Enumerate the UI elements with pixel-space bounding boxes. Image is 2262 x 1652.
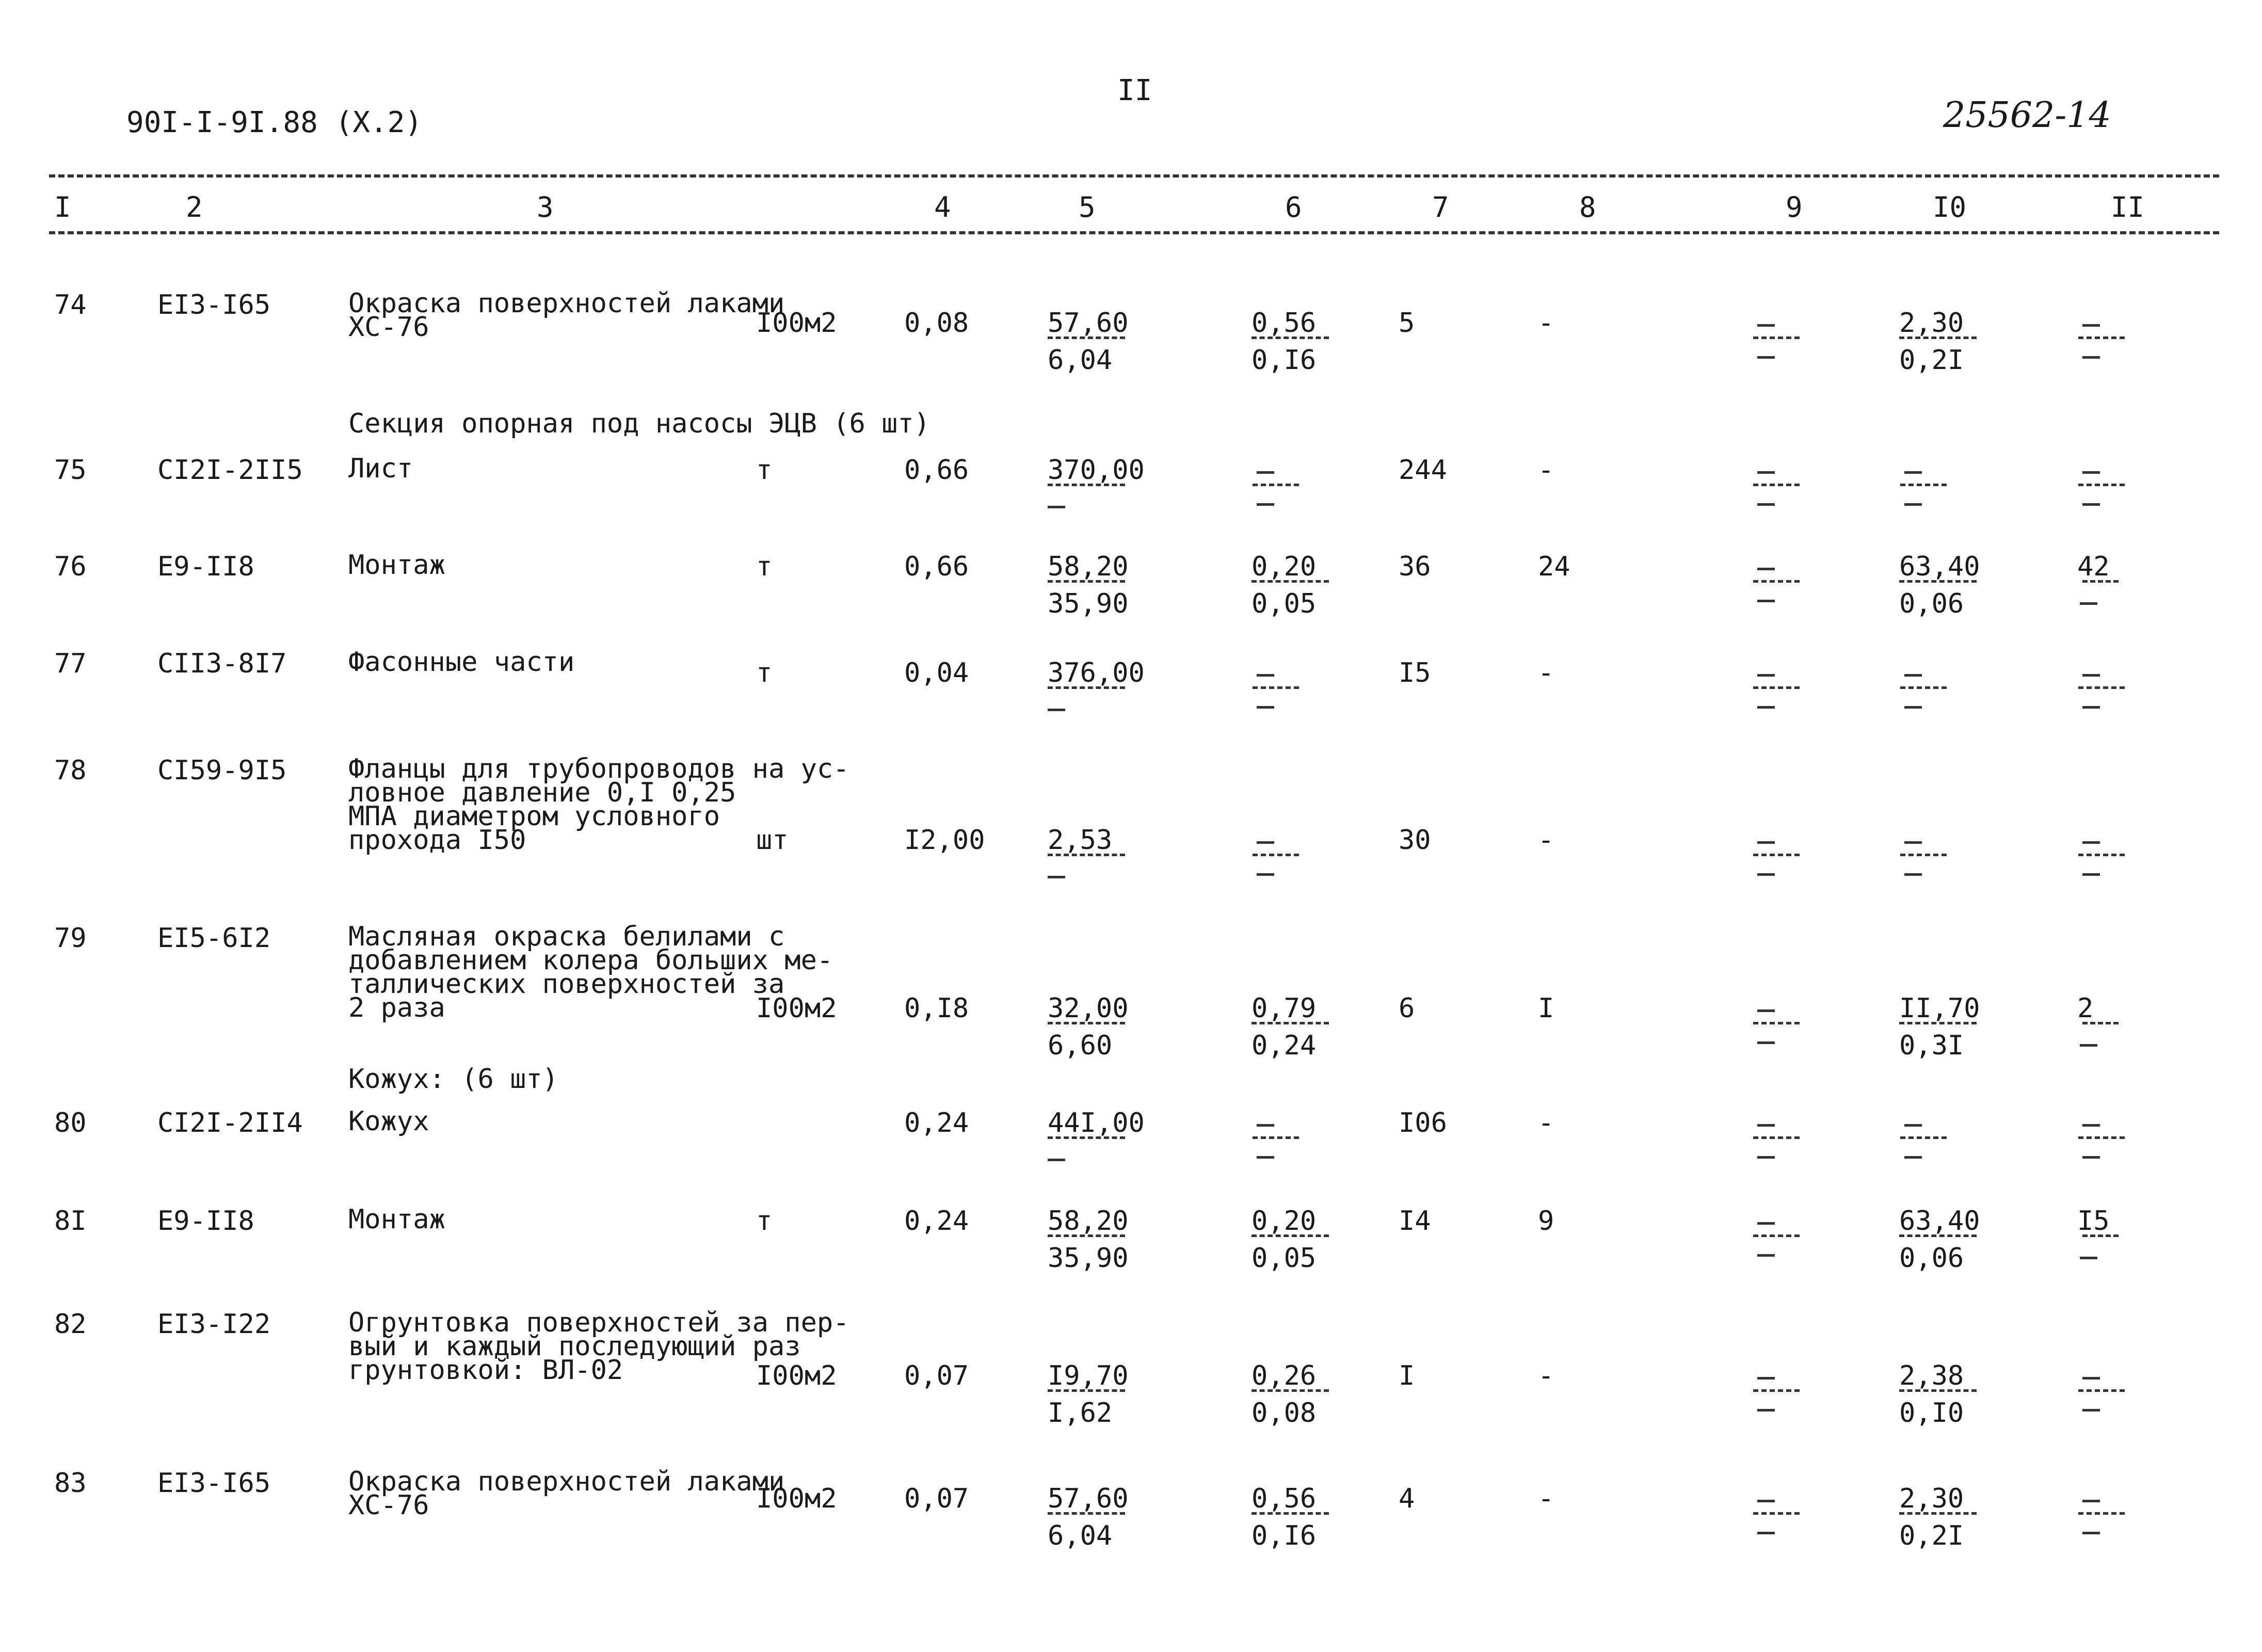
row-83-col5-numerator: 57,60	[1048, 1483, 1129, 1514]
row-8I-description: Монтаж	[348, 1204, 445, 1235]
row-75-unit: т	[756, 455, 773, 486]
row-74-col9-rule	[1753, 336, 1800, 339]
row-82-col9-dash-top	[1757, 1377, 1775, 1380]
row-83-col6-denominator: 0,I6	[1252, 1520, 1317, 1551]
column-header-11: II	[2111, 191, 2145, 223]
row-79-description: Масляная окраска белилами с добавлением колера больших ме- таллических поверхностей за 2 раза	[348, 921, 833, 1023]
row-77-col10-dash-top	[1904, 674, 1922, 677]
row-8I-col6-rule	[1252, 1234, 1329, 1237]
row-74-col6-numerator: 0,56	[1252, 308, 1317, 339]
row-76-description: Монтаж	[348, 550, 445, 581]
row-83-number: 83	[54, 1468, 87, 1499]
row-79-col6-denominator: 0,24	[1252, 1030, 1317, 1061]
row-77-col6-rule	[1253, 686, 1299, 689]
row-8I-col10-rule	[1899, 1234, 1977, 1237]
row-78-number: 78	[54, 755, 87, 786]
row-80-description: Кожух	[348, 1106, 429, 1137]
row-78-col6-rule	[1253, 854, 1299, 856]
row-74-col9-dash-top	[1757, 324, 1775, 327]
column-header-4: 4	[934, 191, 951, 223]
row-82-col6-rule	[1252, 1389, 1329, 1392]
section-caption: Кожух: (6 шт)	[348, 1064, 558, 1095]
section-caption: Секция опорная под насосы ЭЦВ (6 шт)	[348, 408, 931, 439]
row-78-col10-dash-bottom	[1904, 873, 1922, 876]
row-82-col8: -	[1538, 1360, 1554, 1391]
row-75-col9-dash-top	[1757, 471, 1775, 474]
row-78-col8: -	[1538, 825, 1554, 856]
row-8I-col11-dash-bottom	[2080, 1257, 2097, 1259]
row-76-col9-dash-top	[1757, 568, 1775, 570]
row-82-col5-rule	[1048, 1389, 1125, 1392]
row-75-col6-dash-top	[1257, 471, 1274, 474]
row-79-col6-numerator: 0,79	[1252, 993, 1317, 1024]
row-78-description: Фланцы для трубопроводов на ус- ловное давление 0,I 0,25 МПА диаметром условного прохода I50	[348, 753, 849, 856]
row-82-col10-denominator: 0,I0	[1899, 1398, 1964, 1429]
row-78-col7: 30	[1399, 825, 1431, 856]
row-8I-col11: I5	[2077, 1206, 2110, 1237]
row-82-description: Огрунтовка поверхностей за пер- вый и каждый последующий раз грунтовкой: ВЛ-02	[348, 1307, 849, 1386]
row-77-col11-dash-top	[2082, 674, 2100, 677]
row-79-col5-rule	[1048, 1022, 1125, 1024]
row-75-col10-rule	[1900, 484, 1947, 486]
row-77-col9-dash-top	[1757, 674, 1775, 677]
row-82-number: 82	[54, 1309, 87, 1340]
row-76-col9-rule	[1753, 580, 1800, 583]
row-80-col11-dash-bottom	[2082, 1156, 2100, 1159]
row-80-col9-dash-bottom	[1757, 1156, 1775, 1159]
row-83-col9-rule	[1753, 1512, 1800, 1515]
row-75-col6-dash-bottom	[1257, 503, 1274, 506]
column-header-10: I0	[1933, 191, 1967, 223]
row-83-quantity: 0,07	[904, 1483, 969, 1514]
row-79-quantity: 0,I8	[904, 993, 969, 1024]
row-8I-col5-numerator: 58,20	[1048, 1206, 1129, 1237]
row-80-col7: I06	[1399, 1108, 1447, 1138]
row-83-code: EI3-I65	[157, 1468, 271, 1499]
row-80-col6-rule	[1253, 1136, 1299, 1139]
row-75-col8: -	[1538, 455, 1554, 486]
row-74-number: 74	[54, 290, 87, 320]
row-75-number: 75	[54, 455, 87, 486]
row-83-col6-rule	[1252, 1512, 1329, 1515]
row-76-unit: т	[756, 551, 773, 582]
row-83-col11-dash-top	[2082, 1500, 2100, 1502]
row-77-unit: т	[756, 657, 773, 688]
row-82-col6-denominator: 0,08	[1252, 1398, 1317, 1429]
row-75-col5-dash-bottom	[1048, 506, 1065, 508]
row-77-description: Фасонные части	[348, 647, 575, 678]
row-79-col10-rule	[1899, 1022, 1977, 1024]
row-76-quantity: 0,66	[904, 551, 969, 582]
column-header-9: 9	[1786, 191, 1803, 223]
column-header-3: 3	[537, 191, 554, 223]
row-8I-col5-rule	[1048, 1234, 1125, 1237]
row-8I-col10-numerator: 63,40	[1899, 1206, 1980, 1237]
row-77-code: CII3-8I7	[157, 648, 287, 679]
column-header-1: I	[54, 191, 71, 223]
row-79-col9-rule	[1753, 1022, 1800, 1024]
row-75-quantity: 0,66	[904, 455, 969, 486]
row-76-col6-rule	[1252, 580, 1329, 583]
row-77-quantity: 0,04	[904, 657, 969, 688]
row-82-unit: I00м2	[756, 1360, 837, 1391]
row-74-col11-dash-top	[2082, 324, 2100, 327]
row-79-number: 79	[54, 923, 87, 954]
row-82-col7: I	[1399, 1360, 1415, 1391]
row-74-col10-numerator: 2,30	[1899, 308, 1964, 339]
row-8I-col11-rule	[2082, 1234, 2119, 1237]
row-83-description: Окраска поверхностей лаками ХС-76	[348, 1466, 785, 1521]
row-80-col11-rule	[2078, 1136, 2125, 1139]
row-83-col11-rule	[2078, 1512, 2125, 1515]
row-74-col6-rule	[1252, 336, 1329, 339]
row-8I-number: 8I	[54, 1206, 87, 1237]
row-76-col9-dash-bottom	[1757, 600, 1775, 602]
row-83-col11-dash-bottom	[2082, 1532, 2100, 1534]
row-76-col7: 36	[1399, 551, 1431, 582]
row-75-col11-rule	[2078, 484, 2125, 486]
row-83-col9-dash-bottom	[1757, 1532, 1775, 1534]
header-top-rule	[49, 174, 2219, 178]
row-74-col10-rule	[1899, 336, 1977, 339]
row-79-unit: I00м2	[756, 993, 837, 1024]
row-80-col5-rule	[1048, 1136, 1125, 1139]
row-80-quantity: 0,24	[904, 1108, 969, 1138]
row-82-col5-numerator: I9,70	[1048, 1360, 1129, 1391]
row-82-col9-dash-bottom	[1757, 1409, 1775, 1412]
row-78-col10-rule	[1900, 854, 1947, 856]
row-83-unit: I00м2	[756, 1483, 837, 1514]
row-79-col5-denominator: 6,60	[1048, 1030, 1113, 1061]
row-79-col6-rule	[1252, 1022, 1329, 1024]
row-83-col10-numerator: 2,30	[1899, 1483, 1964, 1514]
row-77-col11-dash-bottom	[2082, 706, 2100, 709]
row-75-col10-dash-bottom	[1904, 503, 1922, 506]
row-78-col10-dash-top	[1904, 841, 1922, 844]
row-83-col8: -	[1538, 1483, 1554, 1514]
row-74-code: EI3-I65	[157, 290, 271, 320]
row-75-col9-dash-bottom	[1757, 503, 1775, 506]
row-83-col10-denominator: 0,2I	[1899, 1520, 1964, 1551]
row-80-col6-dash-top	[1257, 1124, 1274, 1127]
row-8I-quantity: 0,24	[904, 1206, 969, 1237]
row-77-col6-dash-top	[1257, 674, 1274, 677]
column-header-8: 8	[1579, 191, 1596, 223]
row-74-col5-denominator: 6,04	[1048, 345, 1113, 376]
row-74-col11-rule	[2078, 336, 2125, 339]
row-83-col6-numerator: 0,56	[1252, 1483, 1317, 1514]
row-78-col11-dash-top	[2082, 841, 2100, 844]
row-78-col9-dash-bottom	[1757, 873, 1775, 876]
row-78-col5-dash-bottom	[1048, 876, 1065, 878]
row-78-col5-numerator: 2,53	[1048, 825, 1113, 856]
header-bottom-rule	[49, 231, 2219, 234]
row-75-col10-dash-top	[1904, 471, 1922, 474]
row-77-col5-rule	[1048, 686, 1125, 689]
row-75-col6-rule	[1253, 484, 1299, 486]
row-76-col10-denominator: 0,06	[1899, 588, 1964, 619]
row-74-col8: -	[1538, 308, 1554, 339]
row-77-col9-dash-bottom	[1757, 706, 1775, 709]
row-83-col9-dash-top	[1757, 1500, 1775, 1502]
row-80-col10-dash-top	[1904, 1124, 1922, 1127]
row-79-col9-dash-bottom	[1757, 1041, 1775, 1044]
row-74-col11-dash-bottom	[2082, 356, 2100, 359]
document-code: 90I-I-9I.88 (X.2)	[126, 106, 423, 139]
row-74-quantity: 0,08	[904, 308, 969, 339]
sheet-id: 25562-14	[1943, 95, 2111, 136]
row-76-code: E9-II8	[157, 551, 254, 582]
row-80-col9-dash-top	[1757, 1124, 1775, 1127]
row-74-col10-denominator: 0,2I	[1899, 345, 1964, 376]
row-82-quantity: 0,07	[904, 1360, 969, 1391]
row-83-col5-denominator: 6,04	[1048, 1520, 1113, 1551]
row-77-col9-rule	[1753, 686, 1800, 689]
row-76-col5-denominator: 35,90	[1048, 588, 1129, 619]
row-75-description: Лист	[348, 453, 413, 484]
row-78-quantity: I2,00	[904, 825, 985, 856]
row-8I-col5-denominator: 35,90	[1048, 1243, 1129, 1274]
row-80-col10-rule	[1900, 1136, 1947, 1139]
row-80-code: CI2I-2II4	[157, 1108, 303, 1138]
row-76-number: 76	[54, 551, 87, 582]
row-8I-col6-denominator: 0,05	[1252, 1243, 1317, 1274]
row-76-col11-dash-bottom	[2080, 602, 2097, 605]
row-80-col11-dash-top	[2082, 1124, 2100, 1127]
row-76-col11: 42	[2077, 551, 2110, 582]
row-8I-col10-denominator: 0,06	[1899, 1243, 1964, 1274]
row-77-col11-rule	[2078, 686, 2125, 689]
row-82-col5-denominator: I,62	[1048, 1398, 1113, 1429]
row-82-col6-numerator: 0,26	[1252, 1360, 1317, 1391]
row-74-col7: 5	[1399, 308, 1415, 339]
row-8I-col7: I4	[1399, 1206, 1431, 1237]
row-78-col6-dash-top	[1257, 841, 1274, 844]
row-82-col11-dash-top	[2082, 1377, 2100, 1380]
row-80-col9-rule	[1753, 1136, 1800, 1139]
row-77-number: 77	[54, 648, 87, 679]
column-header-2: 2	[186, 191, 203, 223]
row-83-col10-rule	[1899, 1512, 1977, 1515]
row-78-code: CI59-9I5	[157, 755, 287, 786]
row-77-col10-dash-bottom	[1904, 706, 1922, 709]
row-82-col10-rule	[1899, 1389, 1977, 1392]
row-76-col5-rule	[1048, 580, 1125, 583]
row-8I-col8: 9	[1538, 1206, 1554, 1237]
row-74-col9-dash-bottom	[1757, 356, 1775, 359]
row-78-col9-dash-top	[1757, 841, 1775, 844]
column-header-7: 7	[1432, 191, 1449, 223]
row-8I-unit: т	[756, 1206, 773, 1237]
row-82-col11-dash-bottom	[2082, 1409, 2100, 1412]
row-78-unit: шт	[756, 825, 789, 856]
row-79-col5-numerator: 32,00	[1048, 993, 1129, 1024]
column-header-5: 5	[1079, 191, 1096, 223]
row-78-col11-dash-bottom	[2082, 873, 2100, 876]
row-79-col10-denominator: 0,3I	[1899, 1030, 1964, 1061]
row-77-col5-dash-bottom	[1048, 709, 1065, 711]
row-82-col10-numerator: 2,38	[1899, 1360, 1964, 1391]
row-83-col7: 4	[1399, 1483, 1415, 1514]
row-8I-col6-numerator: 0,20	[1252, 1206, 1317, 1237]
row-74-col5-rule	[1048, 336, 1125, 339]
row-80-col5-numerator: 44I,00	[1048, 1108, 1145, 1138]
row-76-col5-numerator: 58,20	[1048, 551, 1129, 582]
column-header-6: 6	[1285, 191, 1302, 223]
row-78-col5-rule	[1048, 854, 1125, 856]
row-75-col5-rule	[1048, 484, 1125, 486]
row-78-col11-rule	[2078, 854, 2125, 856]
row-77-col6-dash-bottom	[1257, 706, 1274, 709]
row-8I-col9-dash-bottom	[1757, 1254, 1775, 1257]
row-8I-col9-rule	[1753, 1234, 1800, 1237]
row-76-col11-rule	[2082, 580, 2119, 583]
row-80-col5-dash-bottom	[1048, 1159, 1065, 1161]
row-75-col11-dash-bottom	[2082, 503, 2100, 506]
row-79-col9-dash-top	[1757, 1009, 1775, 1012]
row-82-code: EI3-I22	[157, 1309, 271, 1340]
row-76-col6-numerator: 0,20	[1252, 551, 1317, 582]
row-78-col9-rule	[1753, 854, 1800, 856]
row-76-col10-numerator: 63,40	[1899, 551, 1980, 582]
row-77-col5-numerator: 376,00	[1048, 657, 1145, 688]
row-79-col10-numerator: II,70	[1899, 993, 1980, 1024]
row-77-col7: I5	[1399, 657, 1431, 688]
row-74-col6-denominator: 0,I6	[1252, 345, 1317, 376]
row-75-code: CI2I-2II5	[157, 455, 303, 486]
row-74-description: Окраска поверхностей лаками ХС-76	[348, 288, 785, 343]
row-80-col8: -	[1538, 1108, 1554, 1138]
page-number: II	[1117, 74, 1152, 107]
row-75-col11-dash-top	[2082, 471, 2100, 474]
row-74-col5-numerator: 57,60	[1048, 308, 1129, 339]
row-79-col7: 6	[1399, 993, 1415, 1024]
row-75-col7: 244	[1399, 455, 1447, 486]
row-75-col5-numerator: 370,00	[1048, 455, 1145, 486]
row-8I-col9-dash-top	[1757, 1222, 1775, 1225]
row-74-unit: I00м2	[756, 308, 837, 339]
row-80-col10-dash-bottom	[1904, 1156, 1922, 1159]
row-79-col8: I	[1538, 993, 1554, 1024]
row-82-col11-rule	[2078, 1389, 2125, 1392]
row-79-col11: 2	[2077, 993, 2094, 1024]
row-8I-code: E9-II8	[157, 1206, 254, 1237]
row-83-col5-rule	[1048, 1512, 1125, 1515]
row-80-number: 80	[54, 1108, 87, 1138]
row-82-col9-rule	[1753, 1389, 1800, 1392]
row-79-code: EI5-6I2	[157, 923, 271, 954]
row-76-col8: 24	[1538, 551, 1570, 582]
row-77-col10-rule	[1900, 686, 1947, 689]
row-79-col11-dash-bottom	[2080, 1044, 2097, 1047]
row-78-col6-dash-bottom	[1257, 873, 1274, 876]
row-75-col9-rule	[1753, 484, 1800, 486]
row-76-col6-denominator: 0,05	[1252, 588, 1317, 619]
row-80-col6-dash-bottom	[1257, 1156, 1274, 1159]
row-79-col11-rule	[2082, 1022, 2119, 1024]
row-77-col8: -	[1538, 657, 1554, 688]
row-76-col10-rule	[1899, 580, 1977, 583]
